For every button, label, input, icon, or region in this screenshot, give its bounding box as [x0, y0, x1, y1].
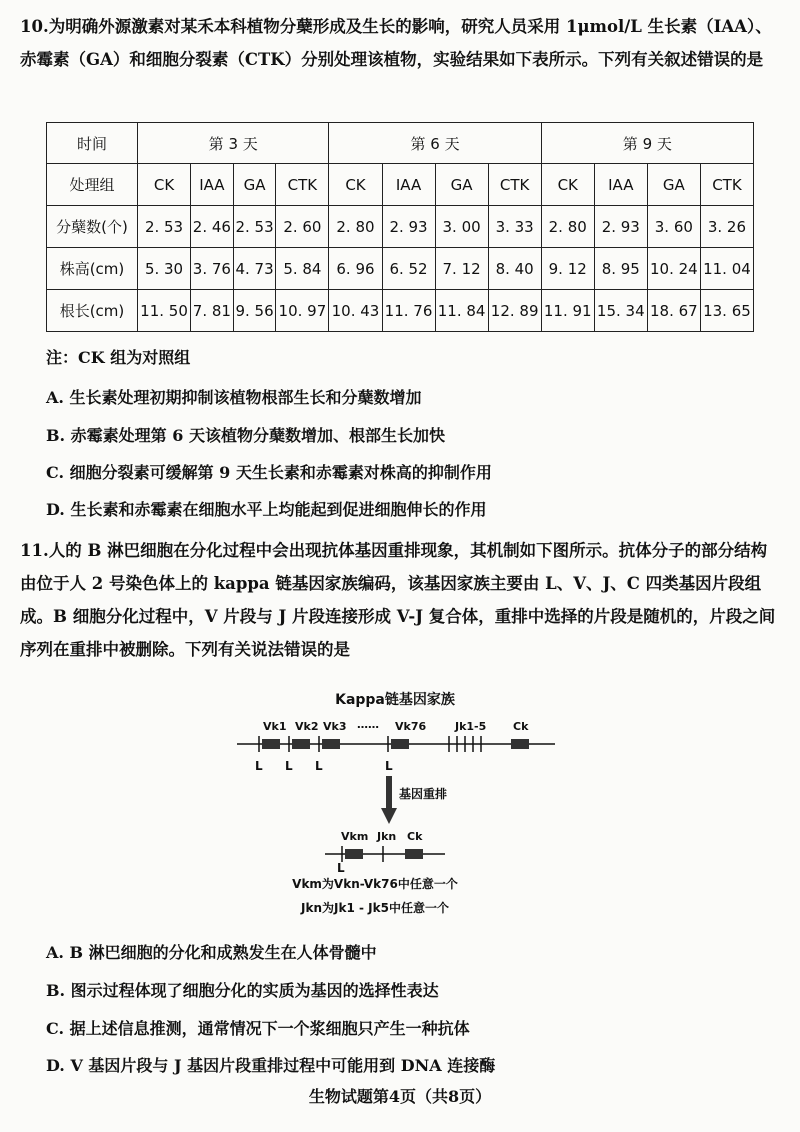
label-ck-rearranged: Ck [407, 830, 423, 843]
q11-option-d: D. V 基因片段与 J 基因片段重排过程中可能用到 DNA 连接酶 [46, 1056, 496, 1075]
table-cell: 2. 93 [594, 206, 647, 248]
label-l-4: L [385, 759, 393, 773]
day-6-header: 第 6 天 [329, 123, 541, 164]
label-l-rearranged: L [337, 861, 345, 875]
caption-vkm: Vkm为Vkn-Vk76中任意一个 [292, 877, 458, 891]
q11-option-b: B. 图示过程体现了细胞分化的实质为基因的选择性表达 [46, 981, 439, 1000]
table-cell: 15. 34 [594, 290, 647, 332]
table-row [47, 206, 754, 248]
time-header: 时间 [47, 123, 138, 164]
table-cell: 18. 67 [647, 290, 700, 332]
day-9-header: 第 9 天 [541, 123, 753, 164]
group-cell: CTK [488, 164, 541, 206]
table-cell: 6. 52 [382, 248, 435, 290]
table-cell: 7. 81 [191, 290, 234, 332]
table-cell: 10. 24 [647, 248, 700, 290]
table-cell: 2. 93 [382, 206, 435, 248]
q10-option-a: A. 生长素处理初期抑制该植物根部生长和分蘖数增加 [46, 388, 422, 407]
table-cell: 2. 46 [191, 206, 234, 248]
table-cell: 5. 30 [138, 248, 191, 290]
arrow-label: 基因重排 [399, 787, 448, 801]
q11-option-c: C. 据上述信息推测，通常情况下一个浆细胞只产生一种抗体 [46, 1019, 470, 1038]
q10-option-d: D. 生长素和赤霉素在细胞水平上均能起到促进细胞伸长的作用 [46, 500, 487, 519]
experiment-table [46, 122, 754, 332]
row-label: 根长(cm) [47, 290, 138, 332]
label-jkn: Jkn [377, 830, 397, 843]
table-cell: 2. 53 [138, 206, 191, 248]
q10-option-b: B. 赤霉素处理第 6 天该植物分蘖数增加、根部生长加快 [46, 426, 445, 445]
group-cell: GA [435, 164, 488, 206]
label-l-3: L [315, 759, 323, 773]
table-cell: 3. 26 [700, 206, 753, 248]
group-cell: CK [329, 164, 382, 206]
table-cell: 2. 80 [541, 206, 594, 248]
group-cell: CTK [276, 164, 329, 206]
row-label: 分蘖数(个) [47, 206, 138, 248]
label-vk3: Vk3 [323, 720, 347, 733]
table-cell: 9. 56 [233, 290, 276, 332]
table-group-row [47, 164, 754, 206]
question-10-text: 为明确外源激素对某禾本科植物分蘖形成及生长的影响，研究人员采用 1μmol/L 生长素（IAA）、赤霉素（GA）和细胞分裂素（CTK）分别处理该植物，实验结果如下表所示。下列有关叙述错误的是 [20, 17, 772, 69]
question-10-stem [20, 10, 780, 76]
label-ellipsis: …… [357, 718, 379, 731]
rearrangement-arrow-icon [381, 776, 397, 824]
label-vk76: Vk76 [395, 720, 427, 733]
gene-rearrangement-diagram [225, 688, 565, 920]
table-cell: 11. 50 [138, 290, 191, 332]
diagram-title: Kappa链基因家族 [335, 692, 455, 708]
label-ck: Ck [513, 720, 529, 733]
table-cell: 3. 60 [647, 206, 700, 248]
table-cell: 8. 95 [594, 248, 647, 290]
group-cell: GA [647, 164, 700, 206]
table-header-row [47, 123, 754, 164]
caption-jkn: Jkn为Jk1 - Jk5中任意一个 [301, 901, 449, 915]
table-cell: 10. 43 [329, 290, 382, 332]
question-11-number: 11. [20, 541, 49, 560]
table-cell: 2. 60 [276, 206, 329, 248]
table-cell: 11. 04 [700, 248, 753, 290]
label-l-2: L [285, 759, 293, 773]
group-cell: IAA [594, 164, 647, 206]
label-jk1-5: Jk1-5 [455, 720, 487, 733]
table-cell: 3. 76 [191, 248, 234, 290]
table-cell: 2. 53 [233, 206, 276, 248]
question-10-number: 10. [20, 17, 49, 36]
page-footer: 生物试题第4页（共8页） [308, 1087, 492, 1106]
group-cell: GA [233, 164, 276, 206]
group-cell: CK [138, 164, 191, 206]
table-cell: 6. 96 [329, 248, 382, 290]
group-cell: IAA [382, 164, 435, 206]
label-vk1: Vk1 [263, 720, 287, 733]
table-cell: 3. 33 [488, 206, 541, 248]
group-cell: IAA [191, 164, 234, 206]
table-cell: 4. 73 [233, 248, 276, 290]
label-vkm: Vkm [341, 830, 369, 843]
q11-option-a: A. B 淋巴细胞的分化和成熟发生在人体骨髓中 [46, 943, 377, 962]
group-header: 处理组 [47, 164, 138, 206]
question-11-text: 人的 B 淋巴细胞在分化过程中会出现抗体基因重排现象，其机制如下图所示。抗体分子的部分结构由位于人 2 号染色体上的 kappa 链基因家族编码，该基因家族主要由 L、V、J、C 四类基因片段组成。B 细胞分化过程中，V 片段与 J 片段连接形成 V-J 复合体，重排中选择的片段是随机的，片段之间序列在重排中被删除。下列有关说法错误的是 [20, 541, 776, 659]
table-cell: 12. 89 [488, 290, 541, 332]
table-row [47, 290, 754, 332]
table-cell: 11. 84 [435, 290, 488, 332]
table-cell: 8. 40 [488, 248, 541, 290]
q10-option-c: C. 细胞分裂素可缓解第 9 天生长素和赤霉素对株高的抑制作用 [46, 463, 492, 482]
group-cell: CTK [700, 164, 753, 206]
table-note: 注：CK 组为对照组 [46, 348, 191, 367]
day-3-header: 第 3 天 [138, 123, 329, 164]
table-cell: 2. 80 [329, 206, 382, 248]
table-cell: 3. 00 [435, 206, 488, 248]
table-cell: 11. 76 [382, 290, 435, 332]
table-cell: 7. 12 [435, 248, 488, 290]
label-l-1: L [255, 759, 263, 773]
table-row [47, 248, 754, 290]
table-cell: 13. 65 [700, 290, 753, 332]
question-11-stem [20, 534, 780, 666]
table-cell: 9. 12 [541, 248, 594, 290]
row-label: 株高(cm) [47, 248, 138, 290]
table-cell: 10. 97 [276, 290, 329, 332]
table-cell: 5. 84 [276, 248, 329, 290]
label-vk2: Vk2 [295, 720, 319, 733]
table-cell: 11. 91 [541, 290, 594, 332]
group-cell: CK [541, 164, 594, 206]
